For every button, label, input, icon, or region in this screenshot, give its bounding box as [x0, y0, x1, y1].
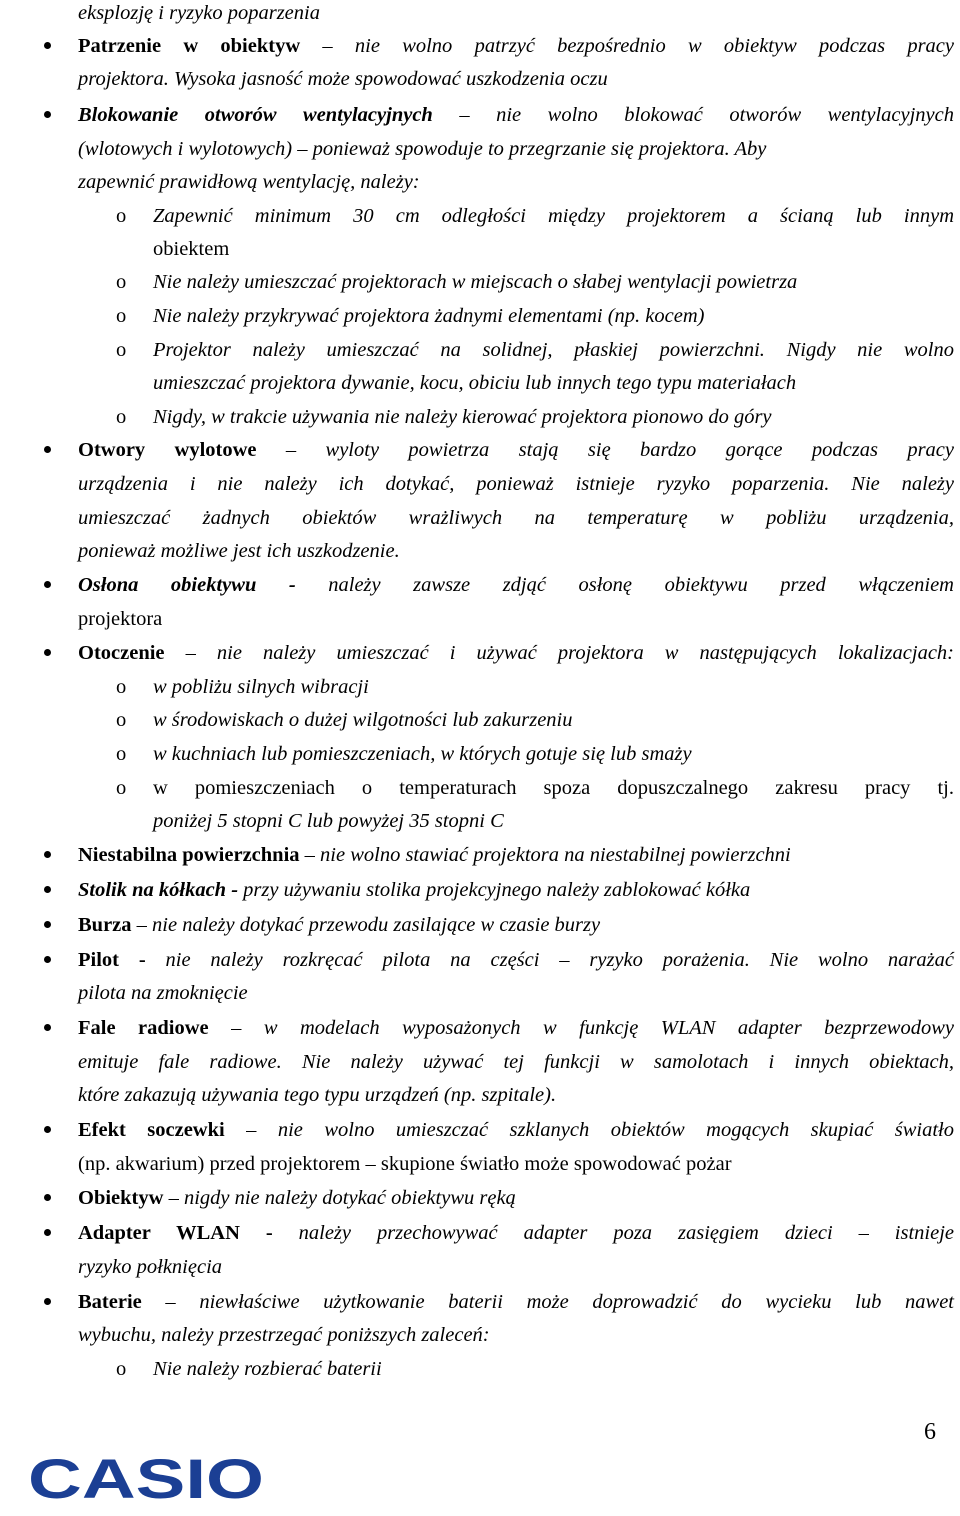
term: Obiektyw: [78, 1187, 164, 1209]
description: – nie wolno blokować otworów wentylacyjnych: [432, 104, 954, 126]
term: Stolik na kółkach -: [78, 879, 239, 901]
term: Osłona obiektywu -: [78, 574, 296, 596]
bullet: [44, 111, 51, 118]
term: Otoczenie: [78, 642, 165, 664]
sub-marker: o: [116, 406, 127, 428]
sub-marker: o: [116, 709, 127, 731]
text-line: [78, 877, 750, 903]
text-line: [78, 640, 954, 666]
bullet: [44, 921, 51, 928]
text-line: projektora: [78, 608, 163, 630]
text-line: pilota na zmoknięcie: [78, 982, 248, 1004]
text-line: [78, 1015, 954, 1041]
text-line: umieszczać projektora dywanie, kocu, obiciu lub innych tego typu materiałach: [153, 372, 797, 394]
text-line: w pobliżu silnych wibracji: [153, 676, 369, 698]
text-line: w kuchniach lub pomieszczeniach, w których gotuje się lub smaży: [153, 743, 692, 765]
description: – nie wolno umieszczać szklanych obiektów mogących skupiać światło: [224, 1119, 954, 1141]
description: należy przechowywać adapter poza zasięgiem dzieci – istnieje: [272, 1222, 955, 1244]
logo-text: CASIO: [28, 1453, 264, 1503]
term: Otwory wylotowe: [78, 439, 257, 461]
description: nie należy rozkręcać pilota na części – ryzyko porażenia. Nie wolno narażać: [145, 949, 954, 971]
bullet: [44, 1298, 51, 1305]
page-number: 6: [924, 1419, 936, 1445]
description: – nie należy umieszczać i używać projektora w następujących lokalizacjach:: [164, 642, 954, 664]
sub-marker: o: [116, 1358, 127, 1380]
text-line: [78, 1220, 954, 1246]
text-line: projektora. Wysoka jasność może spowodować uszkodzenia oczu: [78, 68, 608, 90]
sub-marker: o: [116, 205, 127, 227]
text-line: zapewnić prawidłową wentylację, należy:: [78, 171, 420, 193]
text-line: Nigdy, w trakcie używania nie należy kierować projektora pionowo do góry: [153, 406, 772, 428]
term: Pilot -: [78, 949, 146, 971]
text-line: ryzyko połknięcia: [78, 1256, 223, 1278]
description: przy używaniu stolika projekcyjnego należy zablokować kółka: [238, 879, 751, 901]
description: – nie wolno patrzyć bezpośrednio w obiektyw podczas pracy: [300, 35, 955, 57]
text-line: [78, 947, 954, 973]
text-line: (wlotowych i wylotowych) – ponieważ spowoduje to przegrzanie się projektora. Aby: [78, 138, 767, 160]
description: należy zawsze zdjąć osłonę obiektywu przed włączeniem: [295, 574, 954, 596]
text-line: [78, 1117, 954, 1143]
term: Niestabilna powierzchnia: [78, 844, 300, 866]
sub-marker: o: [116, 743, 127, 765]
text-line: [78, 572, 954, 598]
casio-logo: [26, 1453, 266, 1503]
term: Adapter WLAN -: [78, 1222, 273, 1244]
text-line: [78, 102, 954, 128]
term: Efekt soczewki: [78, 1119, 225, 1141]
bullet: [44, 42, 51, 49]
text-line: Zapewnić minimum 30 cm odległości między projektorem a ścianą lub innym: [153, 205, 954, 227]
term: Fale radiowe: [78, 1017, 209, 1039]
text-line: Nie należy rozbierać baterii: [153, 1358, 382, 1380]
bullet: [44, 1126, 51, 1133]
text-line: [78, 1185, 516, 1211]
term: Blokowanie otworów wentylacyjnych: [78, 104, 433, 126]
sub-marker: o: [116, 271, 127, 293]
bullet: [44, 649, 51, 656]
text-line: umieszczać żadnych obiektów wrażliwych na temperaturę w pobliżu urządzenia,: [78, 507, 954, 529]
description: – niewłaściwe użytkowanie baterii może doprowadzić do wycieku lub nawet: [141, 1291, 954, 1313]
text-line: emituje fale radiowe. Nie należy używać tej funkcji w samolotach i innych obiektach,: [78, 1051, 954, 1073]
text-line: [78, 33, 954, 59]
text-line: [78, 1289, 954, 1315]
text-line: obiektem: [153, 238, 230, 260]
text-line: ponieważ możliwe jest ich uszkodzenie.: [78, 540, 400, 562]
bullet: [44, 1024, 51, 1031]
text-line: [78, 842, 791, 868]
description: – wyloty powietrza stają się bardzo gorące podczas pracy: [256, 439, 955, 461]
description: – nie wolno stawiać projektora na niestabilnej powierzchni: [299, 844, 791, 866]
bullet: [44, 446, 51, 453]
text-line: urządzenia i nie należy ich dotykać, ponieważ istnieje ryzyko poparzenia. Nie należy: [78, 473, 954, 495]
text-line: w pomieszczeniach o temperaturach spoza dopuszczalnego zakresu pracy tj.: [153, 777, 954, 799]
text-line: które zakazują używania tego typu urządzeń (np. szpitale).: [78, 1084, 557, 1106]
description: – nigdy nie należy dotykać obiektywu ręką: [163, 1187, 516, 1209]
bullet: [44, 886, 51, 893]
bullet: [44, 851, 51, 858]
description: – w modelach wyposażonych w funkcję WLAN adapter bezprzewodowy: [208, 1017, 954, 1039]
bullet: [44, 1194, 51, 1201]
text-line: Nie należy umieszczać projektorach w miejscach o słabej wentylacji powietrza: [153, 271, 798, 293]
sub-marker: o: [116, 777, 127, 799]
sub-marker: o: [116, 676, 127, 698]
text-line: [78, 437, 954, 463]
term: Patrzenie w obiektyw: [78, 35, 301, 57]
text-line: eksplozję i ryzyko poparzenia: [78, 2, 320, 24]
text-line: wybuchu, należy przestrzegać poniższych zaleceń:: [78, 1324, 490, 1346]
text-line: Projektor należy umieszczać na solidnej, płaskiej powierzchni. Nigdy nie wolno: [153, 339, 954, 361]
term: Baterie: [78, 1291, 142, 1313]
text-line: Nie należy przykrywać projektora żadnymi elementami (np. kocem): [153, 305, 705, 327]
text-line: (np. akwarium) przed projektorem – skupione światło może spowodować pożar: [78, 1153, 732, 1175]
sub-marker: o: [116, 339, 127, 361]
description: – nie należy dotykać przewodu zasilające w czasie burzy: [131, 914, 601, 936]
text-line: poniżej 5 stopni C lub powyżej 35 stopni C: [153, 810, 504, 832]
bullet: [44, 581, 51, 588]
sub-marker: o: [116, 305, 127, 327]
term: Burza: [78, 914, 132, 936]
bullet: [44, 1229, 51, 1236]
text-line: w środowiskach o dużej wilgotności lub zakurzeniu: [153, 709, 573, 731]
text-line: [78, 912, 600, 938]
bullet: [44, 956, 51, 963]
